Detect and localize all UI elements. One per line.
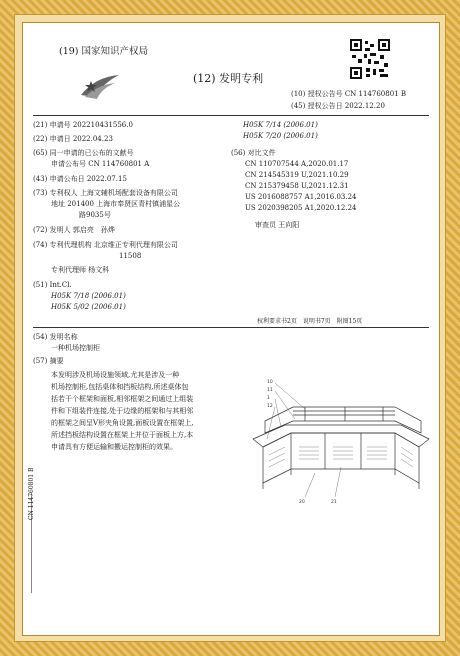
- abstract-line: 件和下组装件连接,处于边缘的框架和与其相邻: [51, 407, 194, 415]
- abstract-line: 本发明涉及机场设施领域,尤其是涉及一种: [51, 371, 180, 379]
- application-date: (22) 申请日 2022.04.23: [33, 135, 113, 143]
- invention-title-label: (54) 发明名称: [33, 333, 78, 341]
- owner-address-cont: 路9035号: [79, 211, 111, 219]
- grant-pub-number: (10) 授权公告号 CN 114760801 B: [291, 90, 406, 98]
- cnipa-emblem-icon: [75, 71, 123, 101]
- references-title: (56) 对比文件: [231, 149, 276, 157]
- int-cl-label: (51) Int.Cl.: [33, 281, 72, 289]
- patent-agent: 专利代理师 杨文科: [51, 266, 110, 274]
- abstract-line: 括若干个框架和面板,相邻框架之间通过上组装: [51, 395, 194, 403]
- svg-text:11: 11: [267, 388, 273, 393]
- control-cabinet-drawing: [245, 363, 431, 513]
- reference-5: US 2020398205 A1,2020.12.24: [245, 204, 357, 212]
- patent-owner: (73) 专利权人 上海文辅机场配套设备有限公司: [33, 189, 178, 197]
- qr-code-icon: [350, 39, 390, 79]
- reference-2: CN 214545319 U,2021.10.29: [245, 171, 349, 179]
- abstract-line: 所述挡板结构设置在框架上并位于面板上方,本: [51, 431, 194, 439]
- owner-address: 地址 201400 上海市奉贤区青村镇浦星公: [51, 200, 181, 208]
- svg-text:10: 10: [267, 380, 273, 385]
- prior-publication-date: (43) 申请公布日 2022.07.15: [33, 175, 127, 183]
- abstract-text: [51, 369, 194, 453]
- prior-publication-title: (65) 同一申请的已公布的文献号: [33, 149, 134, 157]
- svg-text:21: 21: [331, 500, 337, 505]
- int-cl-4: H05K 7/20 (2006.01): [243, 132, 318, 140]
- svg-text:12: 12: [267, 404, 273, 409]
- reference-3: CN 215379458 U,2021.12.31: [245, 182, 349, 190]
- int-cl-2: H05K 5/02 (2006.01): [51, 303, 126, 311]
- grant-pub-date: (45) 授权公告日 2022.12.20: [291, 102, 385, 110]
- office-name: (19) 国家知识产权局: [59, 46, 149, 57]
- reference-4: US 2016088757 A1,2016.03.24: [245, 193, 357, 201]
- int-cl-3: H05K 7/14 (2006.01): [243, 121, 318, 129]
- examiner: 审查员 王向阳: [255, 221, 300, 229]
- mid-divider: [33, 327, 429, 328]
- application-number: (21) 申请号 202210431556.0: [33, 121, 133, 129]
- abstract-line: 申请具有方便运输和搬运控制柜的效果。: [51, 443, 177, 451]
- abstract-line: 的框架之间呈V形夹角设置,面板设置在框架上,: [51, 419, 194, 427]
- reference-1: CN 110707544 A,2020.01.17: [245, 160, 349, 168]
- patent-agency-code: 11508: [119, 252, 142, 260]
- side-publication-number: CN 114760801 B: [28, 467, 35, 520]
- int-cl-1: H05K 7/18 (2006.01): [51, 292, 126, 300]
- abstract-line: 机场控制柜,包括桌体和挡板结构,所述桌体包: [51, 383, 189, 391]
- patent-page: [22, 22, 440, 636]
- invention-title: 一种机场控制柜: [51, 344, 100, 352]
- doc-type: (12) 发明专利: [193, 72, 264, 85]
- svg-text:20: 20: [299, 500, 305, 505]
- header-divider: [33, 115, 429, 116]
- abstract-label: (57) 摘要: [33, 357, 64, 365]
- page-counts: 权利要求书2页 说明书7页 附图15页: [257, 318, 363, 325]
- patent-agency: (74) 专利代理机构 北京维正专利代理有限公司: [33, 241, 178, 249]
- inventors: (72) 发明人 郭启亮 孙烨: [33, 226, 115, 234]
- prior-publication-number: 申请公布号 CN 114760801 A: [51, 160, 150, 168]
- svg-text:1: 1: [267, 396, 270, 401]
